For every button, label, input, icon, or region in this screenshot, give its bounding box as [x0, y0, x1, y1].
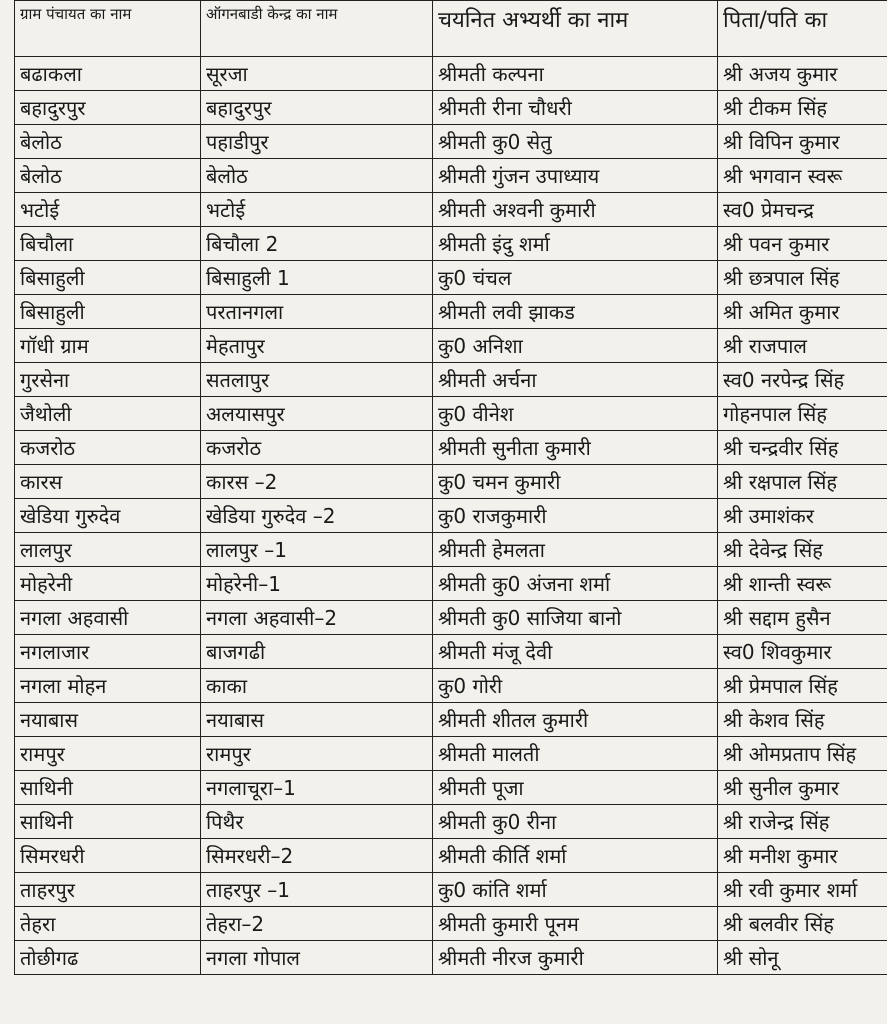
gram-panchayat-cell: नगलाजार [15, 635, 201, 669]
candidate-cell: श्रीमती कल्पना [433, 57, 718, 91]
candidate-cell: श्रीमती रीना चौधरी [433, 91, 718, 125]
father-husband-cell: श्री विपिन कुमार [718, 125, 887, 159]
gram-panchayat-cell: कारस [15, 465, 201, 499]
gram-panchayat-cell: बिसाहुली [15, 295, 201, 329]
table-header [15, 1, 887, 57]
table-row [15, 329, 887, 363]
gram-panchayat-cell: भटोई [15, 193, 201, 227]
father-husband-cell: स्व0 प्रेमचन्द्र [718, 193, 887, 227]
father-husband-cell: श्री अजय कुमार [718, 57, 887, 91]
table-row [15, 499, 887, 533]
anganwadi-kendra-cell: बिचौला 2 [201, 227, 433, 261]
table-row [15, 363, 887, 397]
table-row [15, 397, 887, 431]
father-husband-cell: स्व0 नरपेन्द्र सिंह [718, 363, 887, 397]
candidate-cell: श्रीमती कु0 अंजना शर्मा [433, 567, 718, 601]
anganwadi-kendra-cell: तेहरा–2 [201, 907, 433, 941]
father-husband-cell: श्री अमित कुमार [718, 295, 887, 329]
anganwadi-kendra-cell: बाजगढी [201, 635, 433, 669]
gram-panchayat-cell: साथिनी [15, 771, 201, 805]
table-row [15, 805, 887, 839]
anganwadi-kendra-cell: रामपुर [201, 737, 433, 771]
gram-panchayat-cell: तेहरा [15, 907, 201, 941]
gram-panchayat-cell: रामपुर [15, 737, 201, 771]
father-husband-cell: श्री प्रेमपाल सिंह [718, 669, 887, 703]
anganwadi-kendra-cell: नगला अहवासी–2 [201, 601, 433, 635]
table-row [15, 227, 887, 261]
header-gram-panchayat: ग्राम पंचायत का नाम [15, 1, 201, 57]
table-row [15, 703, 887, 737]
anganwadi-kendra-cell: पिथैर [201, 805, 433, 839]
father-husband-cell: श्री रक्षपाल सिंह [718, 465, 887, 499]
anganwadi-kendra-cell: बहादुरपुर [201, 91, 433, 125]
father-husband-cell: श्री शान्ती स्वरू [718, 567, 887, 601]
anganwadi-kendra-cell: नगला गोपाल [201, 941, 433, 975]
gram-panchayat-cell: साथिनी [15, 805, 201, 839]
table-row [15, 839, 887, 873]
candidate-cell: श्रीमती कु0 साजिया बानो [433, 601, 718, 635]
table-row [15, 737, 887, 771]
gram-panchayat-cell: बेलोठ [15, 125, 201, 159]
table-row [15, 771, 887, 805]
table-row [15, 159, 887, 193]
table-row [15, 57, 887, 91]
candidate-cell: कु0 वीनेश [433, 397, 718, 431]
anganwadi-kendra-cell: कजरोठ [201, 431, 433, 465]
candidate-cell: श्रीमती गुंजन उपाध्याय [433, 159, 718, 193]
gram-panchayat-cell: ताहरपुर [15, 873, 201, 907]
gram-panchayat-cell: बहादुरपुर [15, 91, 201, 125]
table-row [15, 907, 887, 941]
table-row [15, 295, 887, 329]
candidate-cell: श्रीमती कुमारी पूनम [433, 907, 718, 941]
anganwadi-kendra-cell: बेलोठ [201, 159, 433, 193]
anganwadi-kendra-cell: मेहतापुर [201, 329, 433, 363]
candidate-cell: श्रीमती नीरज कुमारी [433, 941, 718, 975]
gram-panchayat-cell: बेलोठ [15, 159, 201, 193]
gram-panchayat-cell: नयाबास [15, 703, 201, 737]
header-father-husband: पिता/पति का [718, 1, 887, 57]
candidate-cell: कु0 कांति शर्मा [433, 873, 718, 907]
table-row [15, 533, 887, 567]
anganwadi-kendra-cell: नगलाचूरा–1 [201, 771, 433, 805]
table-row [15, 941, 887, 975]
candidate-cell: श्रीमती पूजा [433, 771, 718, 805]
gram-panchayat-cell: खेडिया गुरुदेव [15, 499, 201, 533]
gram-panchayat-cell: गुरसेना [15, 363, 201, 397]
anganwadi-kendra-cell: बिसाहुली 1 [201, 261, 433, 295]
table-row [15, 873, 887, 907]
anganwadi-kendra-cell: खेडिया गुरुदेव –2 [201, 499, 433, 533]
candidate-cell: श्रीमती मालती [433, 737, 718, 771]
selection-table [14, 0, 887, 975]
gram-panchayat-cell: लालपुर [15, 533, 201, 567]
candidate-cell: श्रीमती सुनीता कुमारी [433, 431, 718, 465]
father-husband-cell: गोहनपाल सिंह [718, 397, 887, 431]
candidate-cell: श्रीमती लवी झाकड [433, 295, 718, 329]
anganwadi-kendra-cell: पहाडीपुर [201, 125, 433, 159]
table-row [15, 669, 887, 703]
father-husband-cell: श्री केशव सिंह [718, 703, 887, 737]
anganwadi-kendra-cell: सतलापुर [201, 363, 433, 397]
candidate-cell: श्रीमती कु0 रीना [433, 805, 718, 839]
father-husband-cell: श्री सद्दाम हुसैन [718, 601, 887, 635]
candidate-cell: कु0 राजकुमारी [433, 499, 718, 533]
header-anganwadi-kendra: ऑगनबाडी केन्द्र का नाम [201, 1, 433, 57]
anganwadi-kendra-cell: भटोई [201, 193, 433, 227]
gram-panchayat-cell: नगला मोहन [15, 669, 201, 703]
gram-panchayat-cell: बढाकला [15, 57, 201, 91]
table-row [15, 431, 887, 465]
gram-panchayat-cell: नगला अहवासी [15, 601, 201, 635]
father-husband-cell: श्री राजेन्द्र सिंह [718, 805, 887, 839]
gram-panchayat-cell: कजरोठ [15, 431, 201, 465]
table-row [15, 635, 887, 669]
candidate-cell: श्रीमती इंदु शर्मा [433, 227, 718, 261]
father-husband-cell: श्री चन्द्रवीर सिंह [718, 431, 887, 465]
father-husband-cell: श्री रवी कुमार शर्मा [718, 873, 887, 907]
gram-panchayat-cell: मोहरेनी [15, 567, 201, 601]
candidate-cell: श्रीमती अर्चना [433, 363, 718, 397]
father-husband-cell: श्री मनीश कुमार [718, 839, 887, 873]
header-candidate: चयनित अभ्यर्थी का नाम [433, 1, 718, 57]
table-body [15, 57, 887, 975]
table-row [15, 125, 887, 159]
gram-panchayat-cell: जैथोली [15, 397, 201, 431]
table-row [15, 261, 887, 295]
anganwadi-kendra-cell: नयाबास [201, 703, 433, 737]
table-row [15, 91, 887, 125]
anganwadi-kendra-cell: परतानगला [201, 295, 433, 329]
father-husband-cell: श्री टीकम सिंह [718, 91, 887, 125]
father-husband-cell: श्री पवन कुमार [718, 227, 887, 261]
father-husband-cell: श्री देवेन्द्र सिंह [718, 533, 887, 567]
anganwadi-kendra-cell: कारस –2 [201, 465, 433, 499]
anganwadi-kendra-cell: लालपुर –1 [201, 533, 433, 567]
candidate-cell: श्रीमती अश्वनी कुमारी [433, 193, 718, 227]
header-row [15, 1, 887, 57]
candidate-cell: श्रीमती मंजू देवी [433, 635, 718, 669]
anganwadi-kendra-cell: ताहरपुर –1 [201, 873, 433, 907]
father-husband-cell: स्व0 शिवकुमार [718, 635, 887, 669]
anganwadi-kendra-cell: सिमरधरी–2 [201, 839, 433, 873]
gram-panchayat-cell: सिमरधरी [15, 839, 201, 873]
father-husband-cell: श्री सुनील कुमार [718, 771, 887, 805]
table-row [15, 465, 887, 499]
candidate-cell: श्रीमती हेमलता [433, 533, 718, 567]
father-husband-cell: श्री बलवीर सिंह [718, 907, 887, 941]
table-row [15, 567, 887, 601]
father-husband-cell: श्री छत्रपाल सिंह [718, 261, 887, 295]
father-husband-cell: श्री ओमप्रताप सिंह [718, 737, 887, 771]
candidate-cell: कु0 चंचल [433, 261, 718, 295]
anganwadi-kendra-cell: सूरजा [201, 57, 433, 91]
father-husband-cell: श्री राजपाल [718, 329, 887, 363]
candidate-cell: श्रीमती शीतल कुमारी [433, 703, 718, 737]
table-row [15, 193, 887, 227]
candidate-cell: कु0 अनिशा [433, 329, 718, 363]
candidate-cell: कु0 गोरी [433, 669, 718, 703]
anganwadi-kendra-cell: अलयासपुर [201, 397, 433, 431]
table-row [15, 601, 887, 635]
father-husband-cell: श्री सोनू [718, 941, 887, 975]
gram-panchayat-cell: तोछीगढ [15, 941, 201, 975]
candidate-cell: श्रीमती कु0 सेतु [433, 125, 718, 159]
anganwadi-kendra-cell: मोहरेनी–1 [201, 567, 433, 601]
gram-panchayat-cell: बिसाहुली [15, 261, 201, 295]
candidate-cell: कु0 चमन कुमारी [433, 465, 718, 499]
father-husband-cell: श्री भगवान स्वरू [718, 159, 887, 193]
father-husband-cell: श्री उमाशंकर [718, 499, 887, 533]
gram-panchayat-cell: गॉधी ग्राम [15, 329, 201, 363]
gram-panchayat-cell: बिचौला [15, 227, 201, 261]
candidate-cell: श्रीमती कीर्ति शर्मा [433, 839, 718, 873]
anganwadi-kendra-cell: काका [201, 669, 433, 703]
